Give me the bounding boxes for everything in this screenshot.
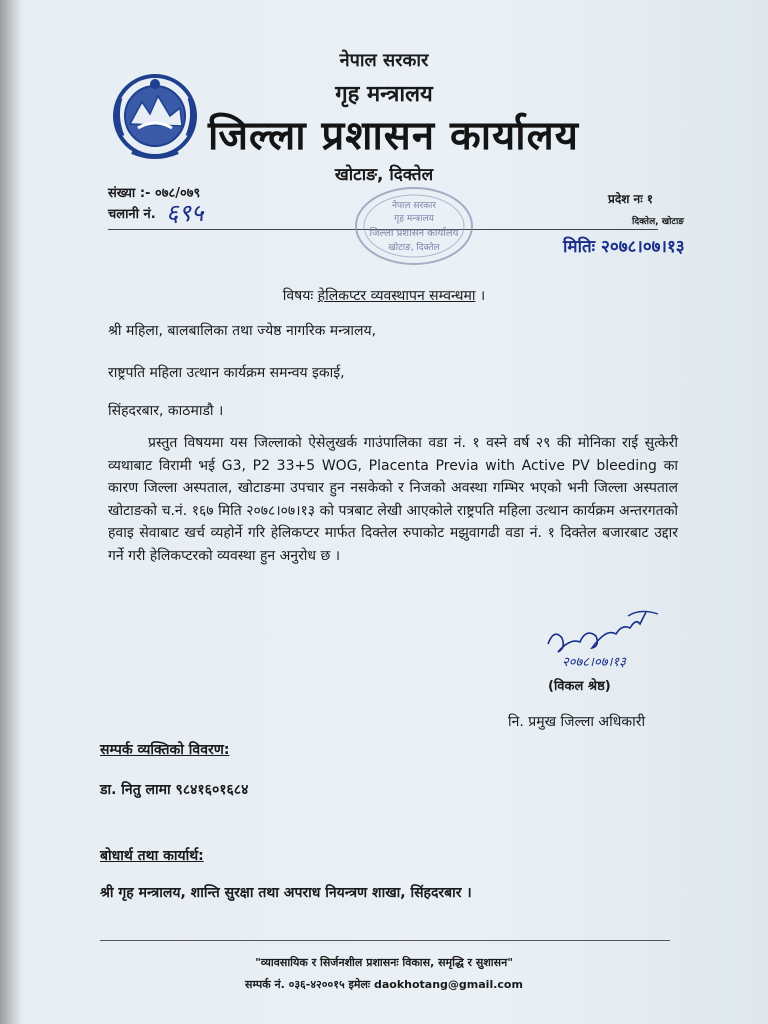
contact-person: डा. नितु लामा ९८४१६०१६८४ — [100, 782, 249, 798]
signature-date: २०७८।०७।१३ — [562, 655, 626, 670]
footer-divider — [100, 940, 670, 941]
dispatch-number: ६९५ — [166, 199, 204, 227]
contact-heading: सम्पर्क व्यक्तिको विवरण: — [100, 742, 230, 758]
signer-name: (विकल श्रेष्ठ) — [548, 679, 611, 694]
addressee-line-2: राष्ट्रपति महिला उत्थान कार्यक्रम समन्वय इकाई, — [108, 365, 345, 381]
cc-heading: बोधार्थ तथा कार्यार्थ: — [100, 848, 204, 864]
body-paragraph: प्रस्तुत विषयमा यस जिल्लाको ऐसेलुखर्क गाउंपालिका वडा नं. १ वस्ने वर्ष २९ की मोनिका राई सुत्केरी व्यथाबाट विरामी भई G3, P2 33+5 WOG, Placenta Previa with Active PV bleeding का कारण जिल्ला अस्पताल, खोटाङमा उपचार हुन नसकेको र निजको अवस्था गम्भिर भएको भनी जिल्ला अस्पताल खोटाङको च.नं. १६७ मिति २०७८।०७।१३ को पत्रबाट लेखी आएकोले राष्ट्रपति महिला उत्थान कार्यक्रम अन्तरगतको हवाइ सेवाबाट खर्च व्यहोर्ने गरि हेलिकप्टर मार्फत दिक्तेल रुपाकोट मझुवागढी वडा नं. १ दिक्तेल बजारबाट उद्दार गर्ने गरी हेलिकप्टरको व्यवस्था हुन अनुरोध छ । — [108, 435, 678, 564]
letter-body — [108, 432, 678, 567]
addressee-line-3: सिंहदरबार, काठमाडौ । — [108, 403, 224, 419]
stamp-line-1: नेपाल सरकार — [391, 201, 437, 211]
ministry-name: गृह मन्त्रालय — [335, 82, 433, 107]
office-location: खोटाङ, दिक्तेल — [334, 165, 434, 185]
office-stamp — [352, 184, 476, 268]
province-label: प्रदेश नः १ — [608, 192, 654, 206]
stamp-line-4: खोटाङ, दिक्तेल — [388, 243, 440, 253]
government-name: नेपाल सरकार — [339, 50, 429, 71]
signer-designation: नि. प्रमुख जिल्ला अधिकारी — [508, 714, 646, 730]
stamp-line-2: गृह मन्त्रालय — [394, 214, 434, 224]
addressee-line-1: श्री महिला, बालबालिका तथा ज्येष्ठ नागरिक मन्त्रालय, — [108, 323, 377, 339]
signature — [540, 598, 690, 674]
dispatch-label: चलानी नं. — [108, 207, 156, 222]
district-label: दिक्तेल, खोटाङ — [632, 217, 685, 227]
subject-line — [0, 286, 768, 305]
subject-text: हेलिकप्टर व्यवस्थापन सम्वन्धमा — [317, 288, 476, 304]
office-name: जिल्ला प्रशासन कार्यालय — [208, 113, 579, 159]
footer-contact: सम्पर्क नं. ०३६-४२००१५ इमेलः daokhotang@gmail.com — [245, 978, 523, 991]
stamp-line-3: जिल्ला प्रशासन कार्यालय — [369, 228, 459, 239]
subject-end: । — [479, 288, 486, 304]
footer-slogan: "व्यावसायिक र सिर्जनशील प्रशासनः विकास, समृद्धि र सुशासन" — [255, 956, 513, 969]
reference-number: संख्या :- ०७८/०७९ — [108, 186, 201, 201]
subject-label: विषयः — [282, 288, 314, 304]
letter-date: मितिः २०७८।०७।१३ — [563, 237, 685, 257]
cc-recipient: श्री गृह मन्त्रालय, शान्ति सुरक्षा तथा अपराध नियन्त्रण शाखा, सिंहदरबार । — [100, 885, 472, 901]
